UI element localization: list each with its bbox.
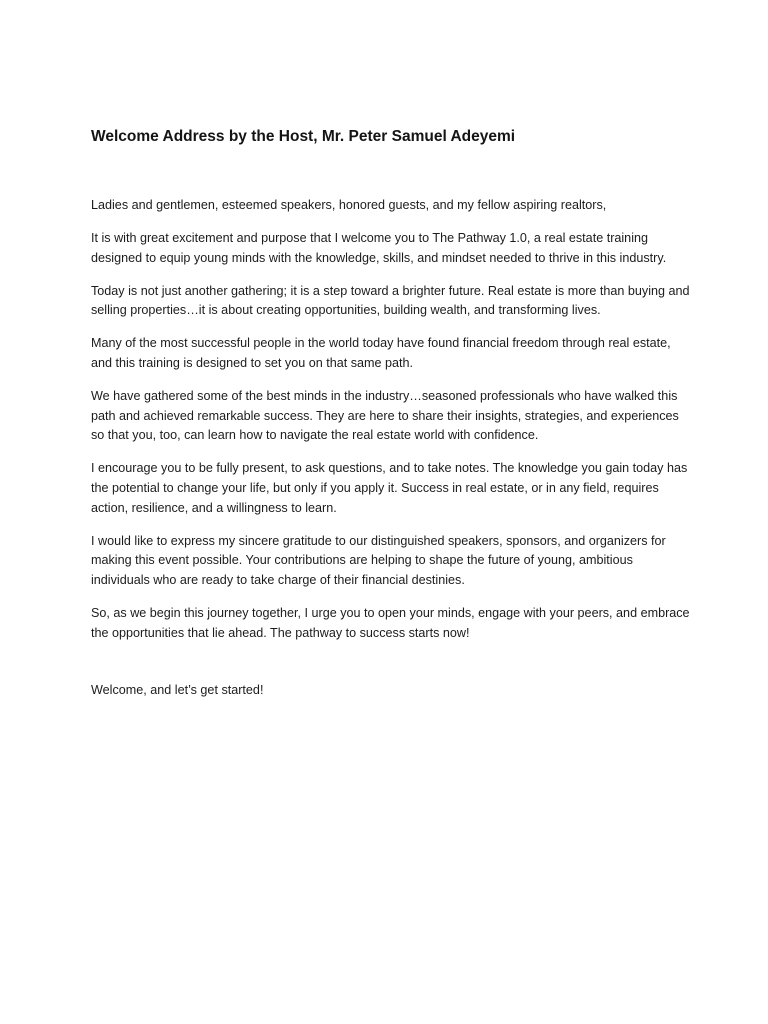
paragraph-gratitude: I would like to express my sincere gratitude to our distinguished speakers, sponsors, and organizers for making this event possible. Your contributions are helping to shape the future of young, ambitious individuals who are ready to take charge of their financial destinies.: [91, 533, 666, 587]
paragraph-financial-freedom: Many of the most successful people in the world today have found financial freedom through real estate, and this training is designed to set you on that same path.: [91, 336, 671, 371]
paragraph-future: Today is not just another gathering; it is a step toward a brighter future. Real estate is more than buying and selling properties…it is about creating opportunities, building wealth, and transforming lives.: [91, 283, 690, 318]
paragraph-speakers: We have gathered some of the best minds in the industry…seasoned professionals who have walked this path and achieved remarkable success. They are here to share their insights, strategies, and experiences so that you, too, can learn how to navigate the real estate world with confidence.: [91, 389, 679, 443]
paragraph-welcome: It is with great excitement and purpose that I welcome you to The Pathway 1.0, a real estate training designed to equip young minds with the knowledge, skills, and mindset needed to thrive in this industry.: [91, 231, 667, 265]
closing-line: Welcome, and let’s get started!: [91, 683, 264, 698]
paragraph-journey: So, as we begin this journey together, I urge you to open your minds, engage with your peers, and embrace the opportunities that lie ahead. The pathway to success starts now!: [91, 606, 690, 640]
document-body: [91, 126, 691, 701]
paragraph-salutation: Ladies and gentlemen, esteemed speakers, honored guests, and my fellow aspiring realtors,: [91, 198, 607, 212]
paragraph-encouragement: I encourage you to be fully present, to ask questions, and to take notes. The knowledge you gain today has the potential to change your life, but only if you apply it. Success in real estate, or in any field, requires action, resilience, and a willingness to learn.: [91, 461, 688, 515]
document-title: Welcome Address by the Host, Mr. Peter Samuel Adeyemi: [91, 128, 516, 145]
